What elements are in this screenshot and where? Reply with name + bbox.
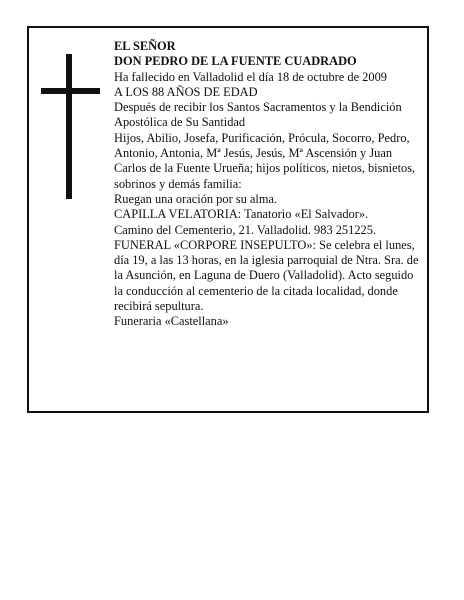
chapel-info: CAPILLA VELATORIA: Tanatorio «El Salvador». [114,207,369,222]
chapel-address: Camino del Cementerio, 21. Valladolid. 983 251225. [114,222,377,237]
cross-icon [41,54,101,199]
notice-text [114,39,419,330]
obituary-notice [27,26,429,413]
prayer-request: Ruegan una oración por su alma. [114,191,278,206]
deceased-name: DON PEDRO DE LA FUENTE CUADRADO [114,54,357,69]
cross-horizontal-bar [41,88,100,94]
death-statement: Ha fallecido en Valladolid el día 18 de octubre de 2009 [114,69,387,84]
cross-vertical-bar [66,54,72,199]
family-list: Hijos, Abilio, Josefa, Purificación, Prócula, Socorro, Pedro, Antonio, Antonia, Mª Jesús, Jesús, Mª Ascensión y Juan Carlos de la Fuente Urueña; hijos políticos, nietos, bisnietos, sobrinos y demás familia: [114,130,416,191]
funeral-home: Funeraria «Castellana» [114,314,229,329]
funeral-info: FUNERAL «CORPORE INSEPULTO»: Se celebra el lunes, día 19, a las 13 horas, en la iglesia parroquial de Ntra. Sra. de la Asunción, en Laguna de Duero (Valladolid). Acto seguido la conducción al cementerio de la citada localidad, donde recibirá sepultura. [114,237,419,314]
notice-title: EL SEÑOR [114,39,176,53]
age-statement: A LOS 88 AÑOS DE EDAD [114,84,258,99]
sacraments-statement: Después de recibir los Santos Sacramentos y la Bendición Apostólica de Su Santidad [114,100,402,130]
